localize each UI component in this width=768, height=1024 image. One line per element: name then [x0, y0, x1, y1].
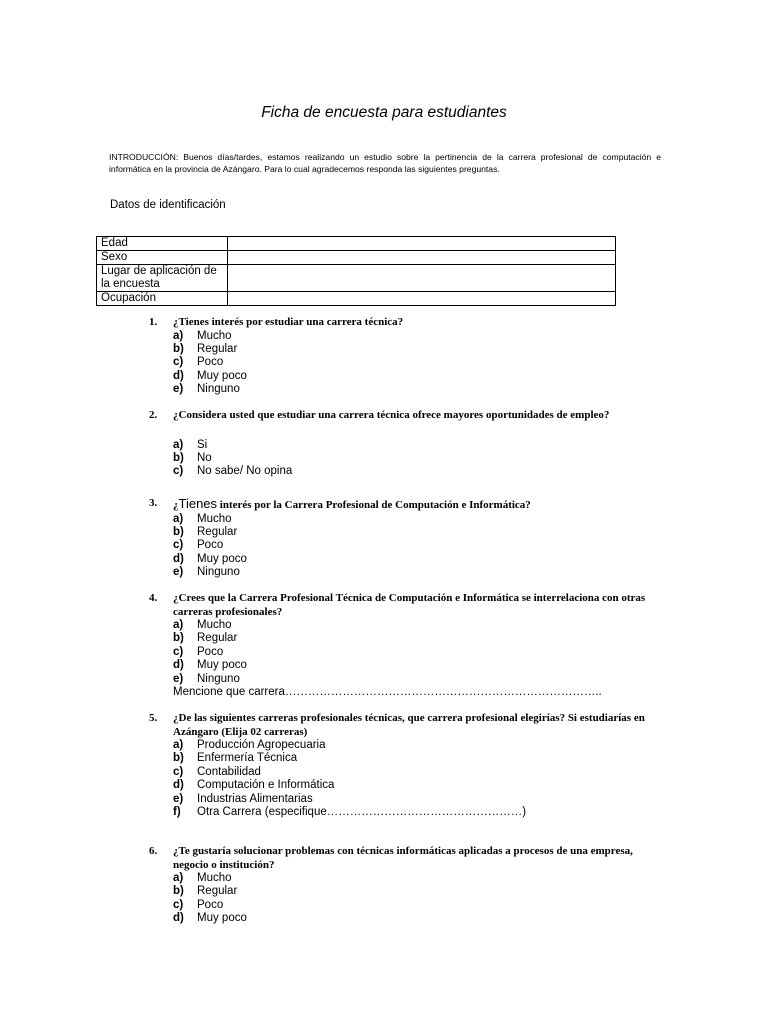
- question-text: ¿Considera usted que estudiar una carrera técnica ofrece mayores oportunidades de empleo?: [173, 409, 610, 421]
- option-b[interactable]: b) Regular: [173, 342, 238, 355]
- table-row: [97, 251, 616, 265]
- option-b[interactable]: b) Regular: [173, 525, 238, 538]
- question-text: ¿De las siguientes carreras profesionales técnicas, que carrera profesional elegirías? Si estudiarías en Azángaro (Elija 02 carreras): [173, 712, 645, 738]
- question-4: [149, 592, 669, 699]
- table-label-sexo: Sexo: [97, 251, 228, 265]
- option-b[interactable]: b) No: [173, 451, 212, 464]
- option-d[interactable]: d) Muy poco: [173, 912, 247, 925]
- option-c[interactable]: c) Contabilidad: [173, 765, 261, 778]
- table-label-edad: Edad: [97, 237, 228, 251]
- table-row: [97, 265, 616, 292]
- question-text: ¿Tienes interés por la Carrera Profesional de Computación e Informática?: [173, 496, 531, 511]
- option-a[interactable]: a) Mucho: [173, 619, 232, 631]
- question-5: [149, 712, 669, 819]
- option-e[interactable]: e) Ninguno: [173, 383, 240, 396]
- option-d[interactable]: d) Muy poco: [173, 659, 247, 672]
- question-2: [149, 409, 669, 479]
- datos-identificacion-label: Datos de identificación: [110, 199, 226, 211]
- options-list: [173, 513, 669, 580]
- option-b[interactable]: b) Enfermería Técnica: [173, 752, 298, 765]
- table-label-lugar: Lugar de aplicación de la encuesta: [97, 265, 228, 292]
- page-title: Ficha de encuesta para estudiantes: [261, 104, 507, 121]
- option-e[interactable]: e) Ninguno: [173, 672, 240, 685]
- question-text: ¿Te gustaría solucionar problemas con técnicas informáticas aplicadas a procesos de una empresa, negocio o institución?: [173, 845, 633, 871]
- option-a[interactable]: a) Mucho: [173, 872, 232, 884]
- option-d[interactable]: d) Muy poco: [173, 369, 247, 382]
- option-a[interactable]: a) Producción Agropecuaria: [173, 739, 326, 751]
- question-number: 5.: [149, 712, 158, 724]
- option-d[interactable]: d) Computación e Informática: [173, 779, 335, 792]
- question-6: [149, 845, 669, 926]
- table-field-sexo[interactable]: [228, 251, 616, 265]
- options-list: [173, 439, 669, 479]
- options-list: [173, 619, 669, 686]
- option-e[interactable]: e) Industrias Alimentarias: [173, 792, 313, 805]
- question-number: 4.: [149, 592, 158, 604]
- table-row: [97, 292, 616, 306]
- question-number: 1.: [149, 316, 158, 328]
- identification-table: [96, 236, 616, 306]
- option-c[interactable]: c) Poco: [173, 898, 224, 911]
- table-field-edad[interactable]: [228, 237, 616, 251]
- question-number: 6.: [149, 845, 158, 857]
- option-a[interactable]: a) Mucho: [173, 512, 232, 525]
- option-a[interactable]: a) Mucho: [173, 329, 232, 342]
- table-field-lugar[interactable]: [228, 265, 616, 292]
- option-d[interactable]: d) Muy poco: [173, 552, 247, 565]
- mention-carrera-line[interactable]: Mencione que carrera………………………………………………………………………..: [173, 686, 602, 699]
- option-e[interactable]: e) Ninguno: [173, 566, 240, 579]
- table-field-ocupacion[interactable]: [228, 292, 616, 306]
- option-c[interactable]: c) No sabe/ No opina: [173, 465, 293, 478]
- options-list: [173, 330, 669, 397]
- options-list: [173, 739, 669, 819]
- question-text: ¿Tienes interés por estudiar una carrera técnica?: [173, 316, 404, 328]
- option-f[interactable]: f) Otra Carrera (especifique……………………………………………): [173, 806, 527, 819]
- option-a[interactable]: a) Si: [173, 438, 208, 451]
- options-list: [173, 872, 669, 926]
- table-label-ocupacion: Ocupación: [97, 292, 228, 306]
- question-text: ¿Crees que la Carrera Profesional Técnica de Computación e Informática se interrelaciona con otras carreras profesionales?: [173, 592, 646, 618]
- option-b[interactable]: b) Regular: [173, 632, 238, 645]
- intro-paragraph: INTRODUCCIÓN: Buenos días/tardes, estamos realizando un estudio sobre la pertinencia de la carrera profesional de computación e informática en la provincia de Azángaro. Para lo cual agradecemos responda las siguientes preguntas.: [109, 152, 661, 174]
- option-c[interactable]: c) Poco: [173, 356, 224, 369]
- option-c[interactable]: c) Poco: [173, 645, 224, 658]
- table-row: [97, 237, 616, 251]
- option-c[interactable]: c) Poco: [173, 539, 224, 552]
- option-b[interactable]: b) Regular: [173, 885, 238, 898]
- question-number: 2.: [149, 409, 158, 421]
- question-1: [149, 316, 669, 397]
- question-3: [149, 497, 669, 580]
- question-number: 3.: [149, 497, 158, 509]
